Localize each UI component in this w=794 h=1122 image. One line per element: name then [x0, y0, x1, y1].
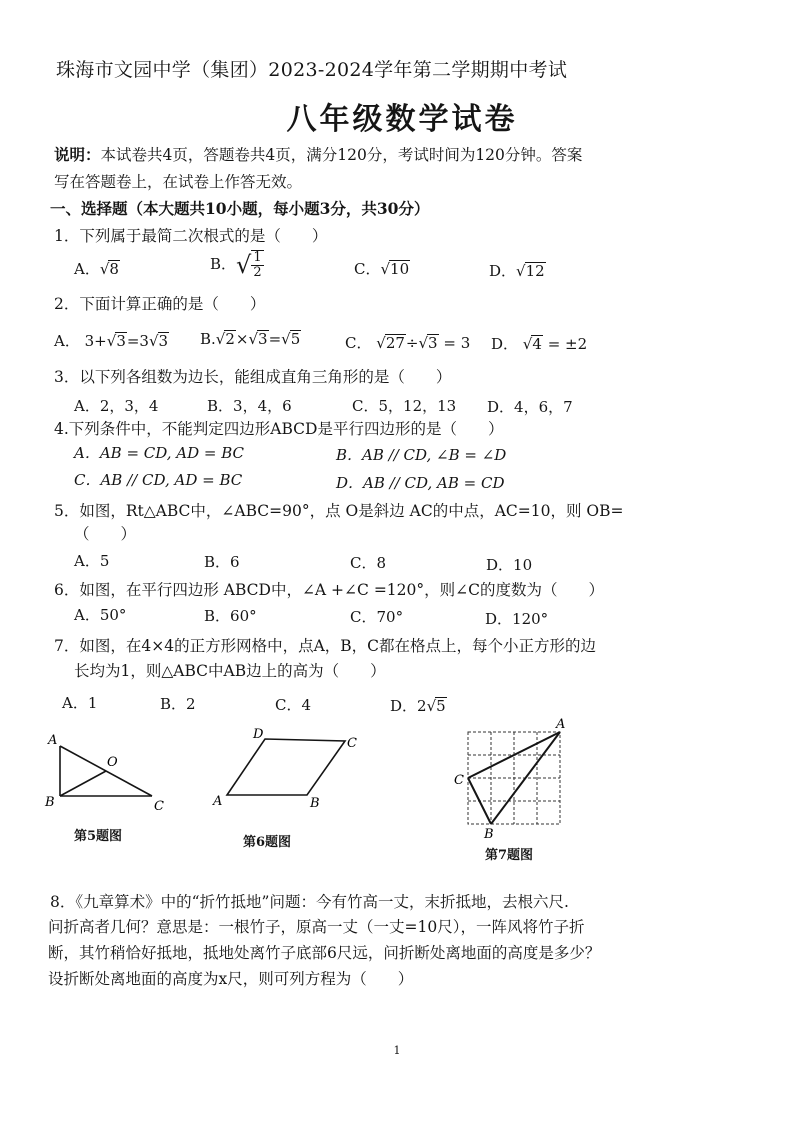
q5-stem: 5．如图，Rt△ABC中，∠ABC=90°，点 O是斜边 AC的中点，AC=10，则 OB=	[54, 502, 624, 520]
q4-option-c: C．AB // CD, AD = BC	[74, 471, 243, 489]
q1-stem: 1．下列属于最简二次根式的是（ ）	[54, 227, 328, 245]
q4-option-d: D．AB // CD, AB = CD	[336, 474, 505, 492]
q5-stem-cont: （ ）	[74, 525, 137, 543]
instructions-label: 说明：	[54, 145, 101, 164]
q7-stem: 7．如图，在4×4的正方形网格中，点A，B，C都在格点上，每个小正方形的边	[54, 637, 597, 655]
q4-option-a: A．AB = CD, AD = BC	[74, 444, 245, 462]
q5-option-b: B．6	[204, 553, 240, 571]
fig5-label-b: B	[45, 795, 55, 810]
q2-option-b: B.√2×√3=√5	[200, 330, 301, 348]
q1-option-c: C．√10	[354, 260, 410, 278]
q1-option-b: B．√ $\frac{1}{2}$	[210, 250, 262, 280]
q4-option-b: B．AB // CD, ∠B = ∠D	[336, 446, 507, 464]
paper-title: 八年级数学试卷	[286, 102, 518, 137]
q8-line-1: 8．《九章算术》中的“折竹抵地”问题：今有竹高一丈，末折抵地，去根六尺.	[50, 893, 569, 911]
q2-option-c: C． √27÷√3 = 3	[345, 334, 471, 352]
instructions-text-2: 写在答题卷上，在试卷上作答无效。	[54, 173, 303, 191]
q8-line-4: 设折断处离地面的高度为x尺，则可列方程为（ ）	[48, 970, 414, 988]
fig7-label-a: A	[556, 717, 566, 732]
q3-option-a: A．2，3，4	[74, 397, 159, 415]
q7-option-a: A．1	[62, 694, 98, 712]
fig6-label-c: C	[347, 736, 357, 751]
q4-stem: 4.下列条件中，不能判定四边形ABCD是平行四边形的是（ ）	[54, 420, 504, 438]
school-exam-line: 珠海市文园中学（集团）2023-2024学年第二学期期中考试	[56, 59, 568, 81]
fig7-label-c: C	[454, 773, 464, 788]
figure-5-right-triangle	[40, 728, 175, 818]
fig6-label-a: A	[213, 794, 223, 809]
q6-option-b: B．60°	[204, 607, 257, 625]
q8-line-2: 问折高者几何？意思是：一根竹子，原高一丈（一丈=10尺），一阵风将竹子折	[48, 918, 585, 936]
fig6-label-b: B	[310, 796, 320, 811]
q5-option-d: D．10	[486, 556, 533, 574]
q2-option-d: D． √4 = ±2	[491, 335, 588, 353]
q3-option-c: C．5，12，13	[352, 397, 457, 415]
q7-option-c: C．4	[275, 696, 312, 714]
fig5-label-c: C	[154, 799, 164, 814]
q6-option-d: D．120°	[485, 610, 549, 628]
q3-stem: 3．以下列各组数为边长，能组成直角三角形的是（ ）	[54, 368, 452, 386]
q5-option-c: C．8	[350, 554, 387, 572]
q8-line-3: 断，其竹稍恰好抵地，抵地处离竹子底部6尺远，问折断处离地面的高度是多少？	[48, 944, 601, 962]
q3-option-b: B．3，4，6	[207, 397, 292, 415]
q2-stem: 2．下面计算正确的是（ ）	[54, 295, 266, 313]
figure-6-parallelogram	[205, 725, 365, 815]
q6-option-c: C．70°	[350, 608, 404, 626]
q6-stem: 6．如图，在平行四边形 ABCD中，∠A +∠C =120°，则∠C的度数为（ ）	[54, 581, 604, 599]
q3-option-d: D．4，6，7	[487, 398, 573, 416]
q7-stem-cont: 长均为1，则△ABC中AB边上的高为（ ）	[74, 662, 386, 680]
q2-option-a: A． 3+√3=3√3	[54, 332, 169, 350]
instructions	[54, 141, 644, 196]
page-number: 1	[393, 1044, 401, 1057]
fig6-label-d: D	[253, 727, 264, 742]
fig5-label-a: A	[48, 733, 58, 748]
figure-7-caption: 第7题图	[485, 848, 534, 863]
q7-option-b: B．2	[160, 695, 196, 713]
q6-option-a: A．50°	[74, 606, 127, 624]
instructions-text-1: 本试卷共4页，答题卷共4页，满分120分，考试时间为120分钟。答案	[100, 146, 583, 164]
section-heading: 一、选择题（本大题共10小题，每小题3分，共30分）	[50, 199, 430, 218]
fig5-label-o: O	[107, 755, 118, 770]
q1-option-a: A．√8	[74, 260, 119, 278]
q5-option-a: A．5	[74, 552, 110, 570]
q1-option-d: D．√12	[489, 262, 545, 280]
figure-6-caption: 第6题图	[243, 835, 292, 850]
fig7-label-b: B	[484, 827, 494, 842]
q7-option-d: D．2√5	[390, 697, 446, 715]
figure-7-grid-triangle	[448, 712, 578, 842]
figure-5-caption: 第5题图	[74, 829, 123, 844]
